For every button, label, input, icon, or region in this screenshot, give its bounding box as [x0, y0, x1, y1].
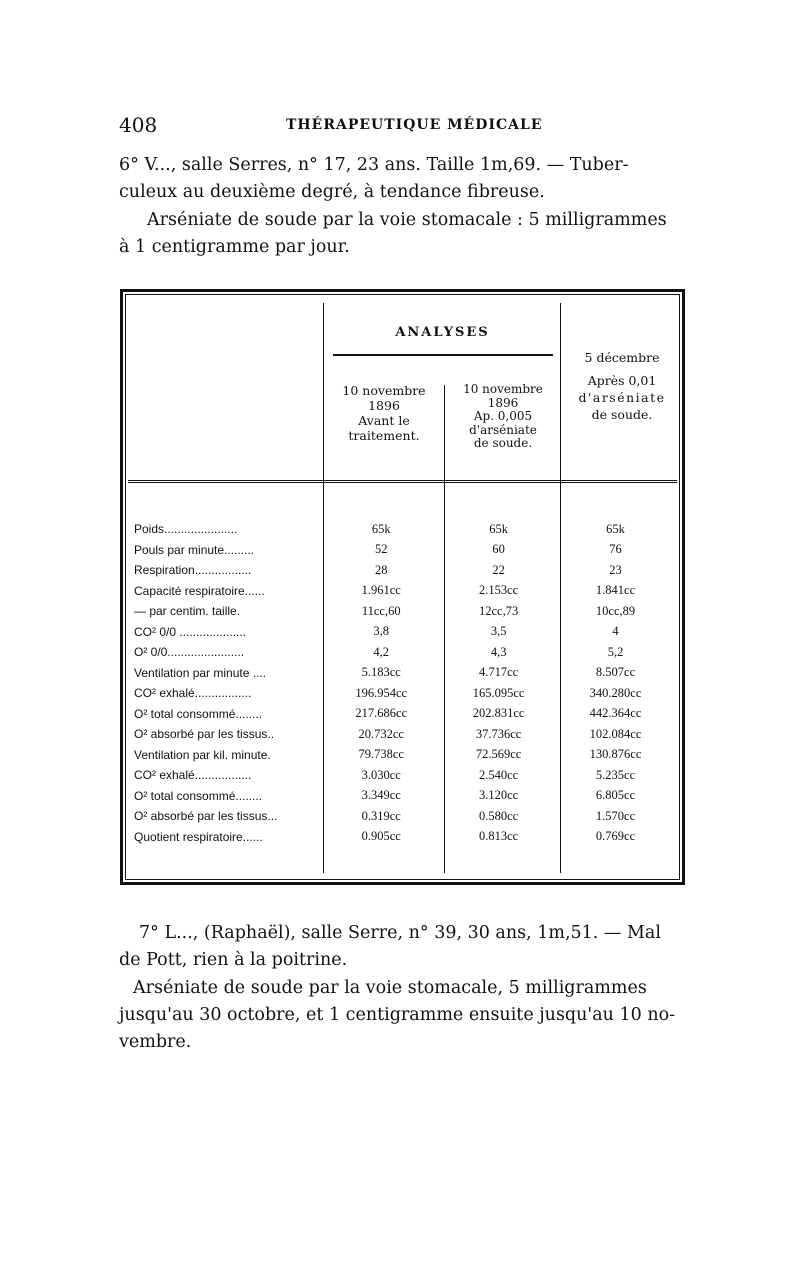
text-line: vembre. [119, 1032, 192, 1052]
value-before: 65k [371, 521, 391, 536]
value-before: 0.905cc [361, 829, 401, 844]
header-line: Après 0,01 [587, 373, 657, 388]
row-label: Respiration................. [134, 563, 252, 578]
value-after-0005: 12cc,73 [479, 603, 519, 618]
table-row [134, 827, 675, 848]
value-before: 0.319cc [361, 808, 401, 823]
value-after-001: 5.235cc [595, 767, 636, 782]
row-label: Ventilation par minute .... [134, 665, 267, 680]
text-line: à 1 centigramme par jour. [119, 237, 350, 257]
value-after-0005: 0.813cc [479, 829, 519, 844]
value-after-0005: 3.120cc [479, 788, 519, 803]
value-after-0005: 2.540cc [479, 767, 519, 782]
value-before: 11cc,60 [361, 603, 401, 618]
value-before: 1.961cc [361, 583, 401, 598]
header-line: 1896 [368, 398, 400, 413]
row-label: CO² 0/0 .................... [134, 624, 247, 639]
row-label: Capacité respiratoire...... [134, 583, 265, 598]
analyses-header: ANALYSES [395, 325, 490, 340]
table-row [134, 601, 675, 622]
table-inner-border [125, 294, 680, 880]
header-line: 10 novembre [463, 382, 543, 396]
value-after-001: 0.769cc [595, 829, 636, 844]
page-number: 408 [119, 113, 158, 137]
value-after-001: 130.876cc [589, 747, 642, 762]
value-after-001: 102.084cc [589, 726, 642, 741]
value-after-001: 23 [609, 562, 622, 577]
row-label: O² 0/0....................... [134, 645, 245, 660]
header-line: 5 décembre [584, 350, 660, 365]
value-after-001: 340.280cc [589, 685, 642, 700]
header-line: de soude. [473, 436, 533, 450]
row-label: Quotient respiratoire...... [134, 829, 263, 844]
column-header-after-001 [562, 349, 682, 423]
table-row [134, 519, 675, 540]
text-line: jusqu'au 30 octobre, et 1 centigramme ensuite jusqu'au 10 no- [119, 1005, 676, 1025]
value-after-0005: 37.736cc [475, 726, 522, 741]
value-after-0005: 202.831cc [472, 706, 525, 721]
table-row [134, 806, 675, 827]
value-after-001: 65k [606, 521, 625, 536]
table-row [134, 663, 675, 684]
column-header-before [324, 383, 444, 443]
value-after-001: 8.507cc [595, 665, 636, 680]
text-line: 7° L..., (Raphaël), salle Serre, n° 39, 30 ans, 1m,51. — Mal [139, 923, 661, 943]
row-label: O² total consommé........ [134, 788, 263, 803]
table-row [134, 786, 675, 807]
value-after-0005: 60 [492, 542, 505, 557]
header-line: Avant le [358, 413, 410, 428]
header-line: traitement. [348, 428, 420, 443]
header-line: 10 novembre [342, 383, 426, 398]
header-line: de soude. [591, 407, 653, 422]
value-after-001: 76 [609, 542, 622, 557]
value-before: 4,2 [373, 644, 390, 659]
header-separator [128, 480, 677, 485]
header-line: d'arséniate [578, 390, 666, 405]
table-row [134, 683, 675, 704]
value-after-001: 1.570cc [595, 808, 636, 823]
table-row [134, 622, 675, 643]
paragraph-case-7 [119, 920, 681, 974]
value-before: 217.686cc [355, 706, 408, 721]
value-after-0005: 4.717cc [479, 665, 519, 680]
value-after-0005: 22 [492, 562, 505, 577]
row-label: O² absorbé par les tissus... [134, 809, 278, 824]
text-line: Arséniate de soude par la voie stomacale : 5 milligrammes [147, 210, 667, 230]
value-before: 3.349cc [361, 788, 401, 803]
text-line: culeux au deuxième degré, à tendance fibreuse. [119, 182, 545, 202]
value-before: 3,8 [373, 624, 390, 639]
value-after-001: 6.805cc [595, 788, 636, 803]
table-row [134, 745, 675, 766]
table-row [134, 765, 675, 786]
row-label: CO² exhalé................. [134, 768, 252, 783]
value-before: 5.183cc [361, 665, 401, 680]
value-before: 28 [374, 562, 388, 577]
header-line: 1896 [487, 395, 519, 410]
running-title: THÉRAPEUTIQUE MÉDICALE [286, 117, 543, 133]
value-before: 196.954cc [355, 685, 408, 700]
row-label: CO² exhalé................. [134, 686, 252, 701]
paragraph-treatment-7 [119, 975, 681, 1056]
value-before: 52 [374, 542, 388, 557]
text-line: Arséniate de soude par la voie stomacale, 5 milligrammes [133, 978, 647, 998]
row-label: — par centim. taille. [134, 604, 241, 619]
value-after-0005: 72.569cc [475, 747, 522, 762]
value-after-001: 5,2 [607, 644, 624, 659]
text-line: 6° V..., salle Serres, n° 17, 23 ans. Taille 1m,69. — Tuber- [119, 155, 629, 175]
page-header [119, 113, 680, 143]
value-before: 20.732cc [358, 726, 404, 741]
value-before: 79.738cc [358, 747, 404, 762]
value-after-0005: 4,3 [490, 644, 507, 659]
row-label: O² total consommé........ [134, 706, 263, 721]
row-label: Pouls par minute......... [134, 542, 255, 557]
text-line: de Pott, rien à la poitrine. [119, 950, 348, 970]
value-before: 3.030cc [361, 767, 401, 782]
value-after-0005: 165.095cc [472, 685, 525, 700]
value-after-0005: 2.153cc [479, 583, 519, 598]
row-label: Poids...................... [134, 522, 238, 537]
header-line: d'arséniate [469, 422, 537, 437]
value-after-001: 10cc,89 [595, 603, 636, 618]
table-row [134, 581, 675, 602]
table-body [134, 519, 675, 847]
paragraph-case-6 [119, 152, 681, 206]
analyses-table [120, 289, 685, 885]
value-after-001: 1.841cc [595, 583, 636, 598]
value-after-001: 442.364cc [589, 706, 642, 721]
column-divider [444, 385, 445, 473]
analyses-brace-rule [333, 354, 553, 356]
table-row [134, 560, 675, 581]
value-after-001: 4 [612, 624, 619, 639]
row-label: O² absorbé par les tissus.. [134, 727, 275, 742]
value-after-0005: 0.580cc [479, 808, 519, 823]
header-line: Ap. 0,005 [473, 409, 533, 423]
paragraph-treatment-6 [119, 207, 681, 261]
value-after-0005: 3,5 [490, 624, 507, 639]
row-label: Ventilation par kil. minute. [134, 747, 271, 762]
table-row [134, 704, 675, 725]
value-after-0005: 65k [489, 521, 508, 536]
column-header-after-0005 [446, 383, 560, 451]
table-row [134, 540, 675, 561]
table-row [134, 724, 675, 745]
table-row [134, 642, 675, 663]
